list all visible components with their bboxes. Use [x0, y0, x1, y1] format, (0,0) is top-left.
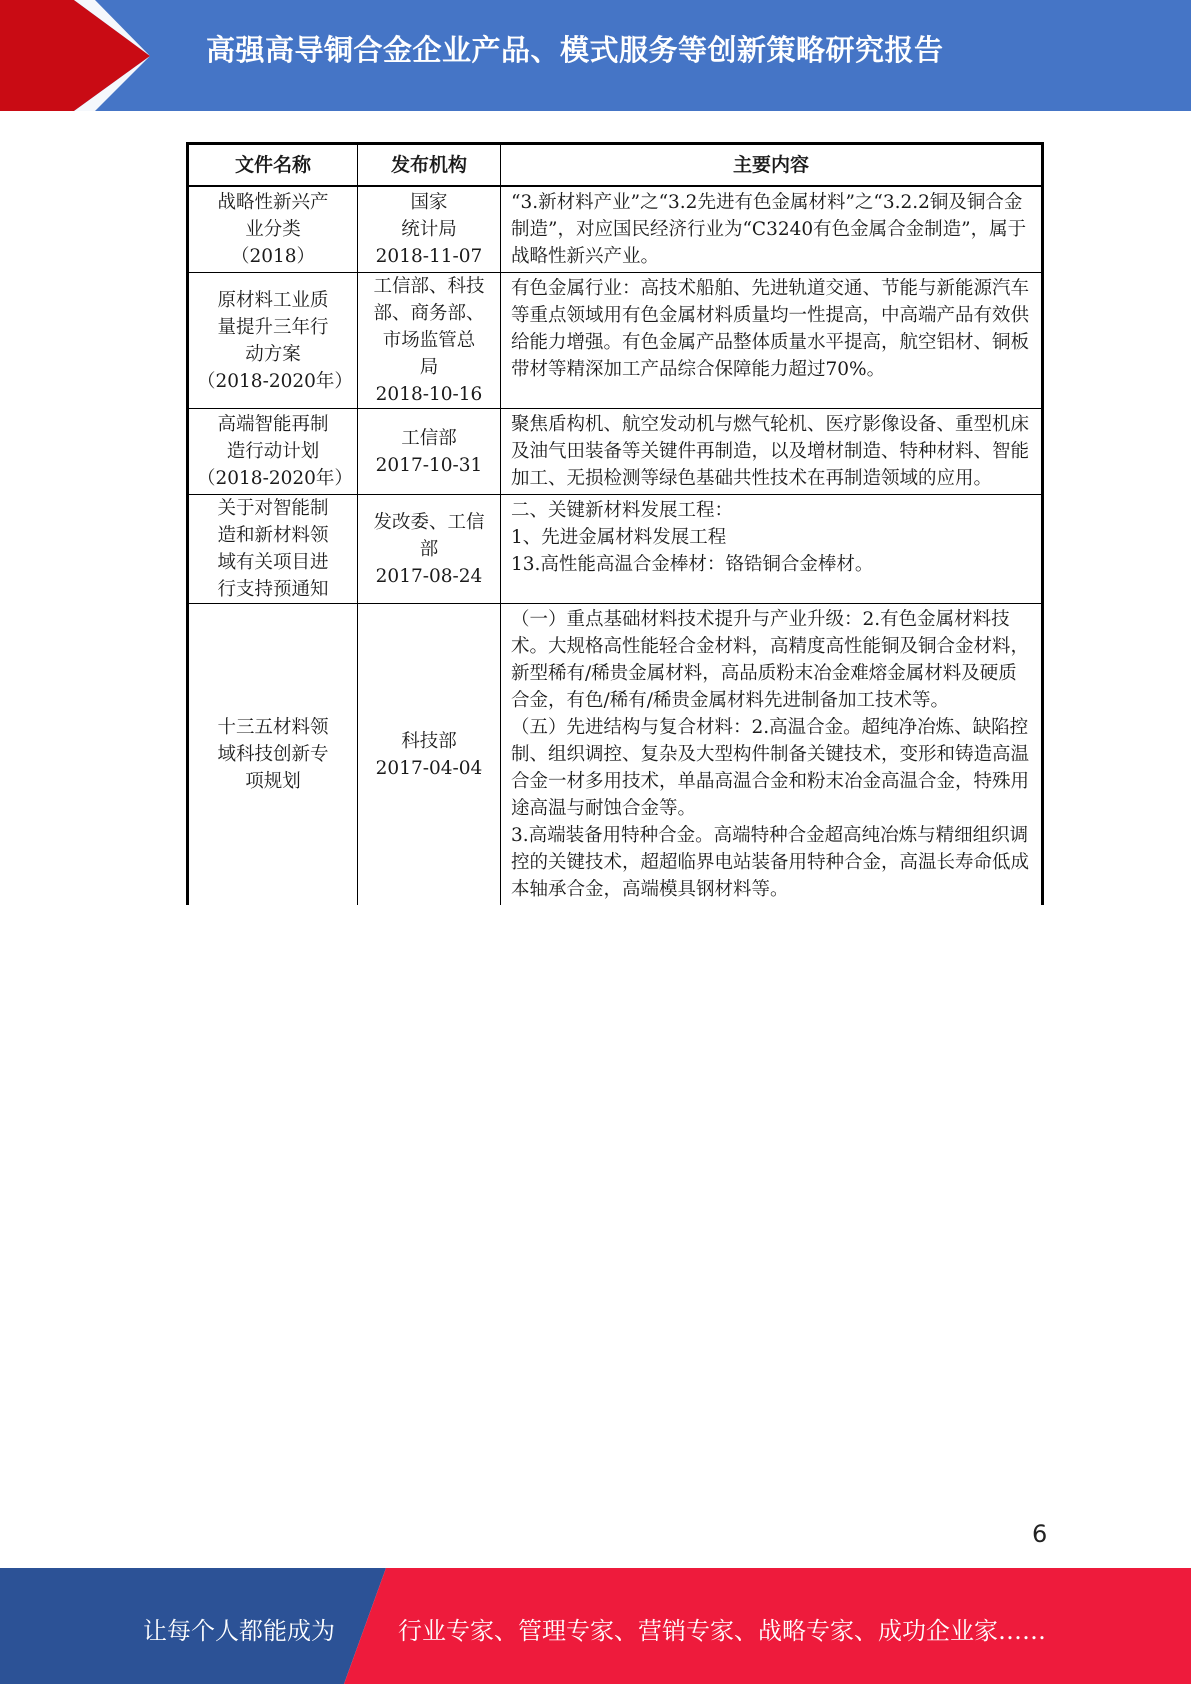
header-banner: [0, 0, 1191, 111]
content-cell-line: 13.高性能高温合金棒材：铬锆铜合金棒材。: [511, 554, 874, 575]
publisher-cell-line: 2018-10-16: [375, 384, 483, 405]
content-cell: [501, 273, 1043, 409]
column-header-org: 发布机构: [358, 144, 501, 187]
content-cell-line: 聚焦盾构机、航空发动机与燃气轮机、医疗影像设备、重型机床及油气田装备等关键件再制造，以及增材制造、特种材料、智能加工、无损检测等绿色基础共性技术在再制造领域的应用。: [511, 414, 1030, 489]
document-name-cell-line: 造和新材料领: [217, 525, 329, 546]
publisher-cell-line: 工信部、科技: [373, 276, 485, 297]
footer-slogan-left: 让每个人都能成为: [143, 1617, 335, 1645]
publisher-cell-line: 部: [419, 538, 439, 560]
column-header-name: 文件名称: [188, 144, 358, 187]
document-name-cell-line: 原材料工业质: [217, 289, 329, 311]
content-cell-line: 3.高端装备用特种合金。高端特种合金超高纯冶炼与精细组织调控的关键技术，超超临界电站装备用特种合金，高温长寿命低成本轴承合金，高端模具钢材料等。: [511, 825, 1030, 900]
document-name-cell: [188, 409, 358, 495]
document-name-cell-line: 高端智能再制: [217, 414, 329, 435]
document-name-cell-line: 业分类: [245, 219, 301, 240]
footer-banner: [0, 1568, 1191, 1684]
publisher-cell-line: 部、商务部、: [373, 303, 485, 324]
document-name-cell-line: （2018-2020年）: [197, 468, 353, 489]
footer-slogan-right: 行业专家、管理专家、营销专家、战略专家、成功企业家……: [398, 1617, 1046, 1645]
document-name-cell-line: 域科技创新专: [217, 744, 329, 765]
publisher-cell: [358, 409, 501, 495]
publisher-cell-line: 2017-04-04: [375, 757, 483, 779]
content-cell: [501, 409, 1043, 495]
document-name-cell: [188, 186, 358, 273]
policy-table: [186, 142, 1044, 905]
document-name-cell-line: 战略性新兴产: [217, 192, 329, 213]
content-cell-line: （五）先进结构与复合材料：2.高温合金。超纯净冶炼、缺陷控制、组织调控、复杂及大型构件制备关键技术，变形和铸造高温合金一材多用技术，单晶高温合金和粉末冶金高温合金，特殊用途高温与耐蚀合金等。: [511, 717, 1030, 819]
document-name-cell-line: 动方案: [245, 343, 301, 365]
document-name-cell-line: 行支持预通知: [217, 579, 329, 600]
publisher-cell-line: 局: [419, 357, 439, 378]
publisher-cell-line: 发改委、工信: [373, 511, 485, 533]
table-row: [188, 604, 1043, 906]
content-cell: [501, 604, 1043, 906]
document-name-cell-line: 十三五材料领: [217, 717, 329, 738]
document-name-cell-line: （2018）: [230, 246, 316, 267]
publisher-cell: [358, 186, 501, 273]
publisher-cell-line: 2017-10-31: [375, 454, 483, 476]
document-name-cell: [188, 273, 358, 409]
publisher-cell-line: 2018-11-07: [375, 246, 483, 267]
content-cell-line: 有色金属行业：高技术船舶、先进轨道交通、节能与新能源汽车等重点领域用有色金属材料质量均一性提高，中高端产品有效供给能力增强。有色金属产品整体质量水平提高，航空铝材、铜板带材等精深加工产品综合保障能力超过70%。: [511, 278, 1030, 380]
publisher-cell-line: 国家: [410, 192, 448, 213]
publisher-cell-line: 科技部: [401, 730, 457, 752]
document-name-cell-line: 关于对智能制: [217, 498, 329, 519]
document-name-cell-line: 域有关项目进: [217, 552, 329, 573]
content-cell-line: “3.新材料产业”之“3.2先进有色金属材料”之“3.2.2铜及铜合金制造”，对应国民经济行业为“C3240有色金属合金制造”，属于战略性新兴产业。: [511, 192, 1027, 267]
content-cell: [501, 495, 1043, 604]
content-cell-line: 二、关键新材料发展工程：: [511, 500, 734, 521]
table-row: [188, 409, 1043, 495]
publisher-cell-line: 工信部: [401, 427, 457, 449]
publisher-cell: [358, 495, 501, 604]
column-header-content: 主要内容: [501, 144, 1043, 187]
publisher-cell: [358, 273, 501, 409]
table-row: [188, 186, 1043, 273]
table-row: [188, 495, 1043, 604]
table-row: [188, 273, 1043, 409]
content-cell-line: （一）重点基础材料技术提升与产业升级：2.有色金属材料技术。大规格高性能轻合金材料，高精度高性能铜及铜合金材料，新型稀有/稀贵金属材料，高品质粉末冶金难熔金属材料及硬质合金，有色/稀有/稀贵金属材料先进制备加工技术等。: [511, 609, 1030, 711]
report-title: 高强高导铜合金企业产品、模式服务等创新策略研究报告: [206, 33, 944, 67]
document-name-cell-line: 项规划: [245, 771, 301, 792]
page-number: 6: [1032, 1520, 1048, 1548]
document-name-cell-line: 造行动计划: [226, 441, 320, 462]
table-header-row: [188, 144, 1043, 187]
content-cell-line: 1、先进金属材料发展工程: [511, 527, 727, 548]
publisher-cell-line: 统计局: [401, 219, 457, 240]
publisher-cell-line: 市场监管总: [382, 330, 476, 351]
document-name-cell: [188, 495, 358, 604]
document-name-cell-line: （2018-2020年）: [197, 370, 353, 392]
publisher-cell-line: 2017-08-24: [375, 565, 483, 587]
content-cell: [501, 186, 1043, 273]
document-name-cell-line: 量提升三年行: [217, 316, 329, 338]
document-name-cell: [188, 604, 358, 906]
publisher-cell: [358, 604, 501, 906]
